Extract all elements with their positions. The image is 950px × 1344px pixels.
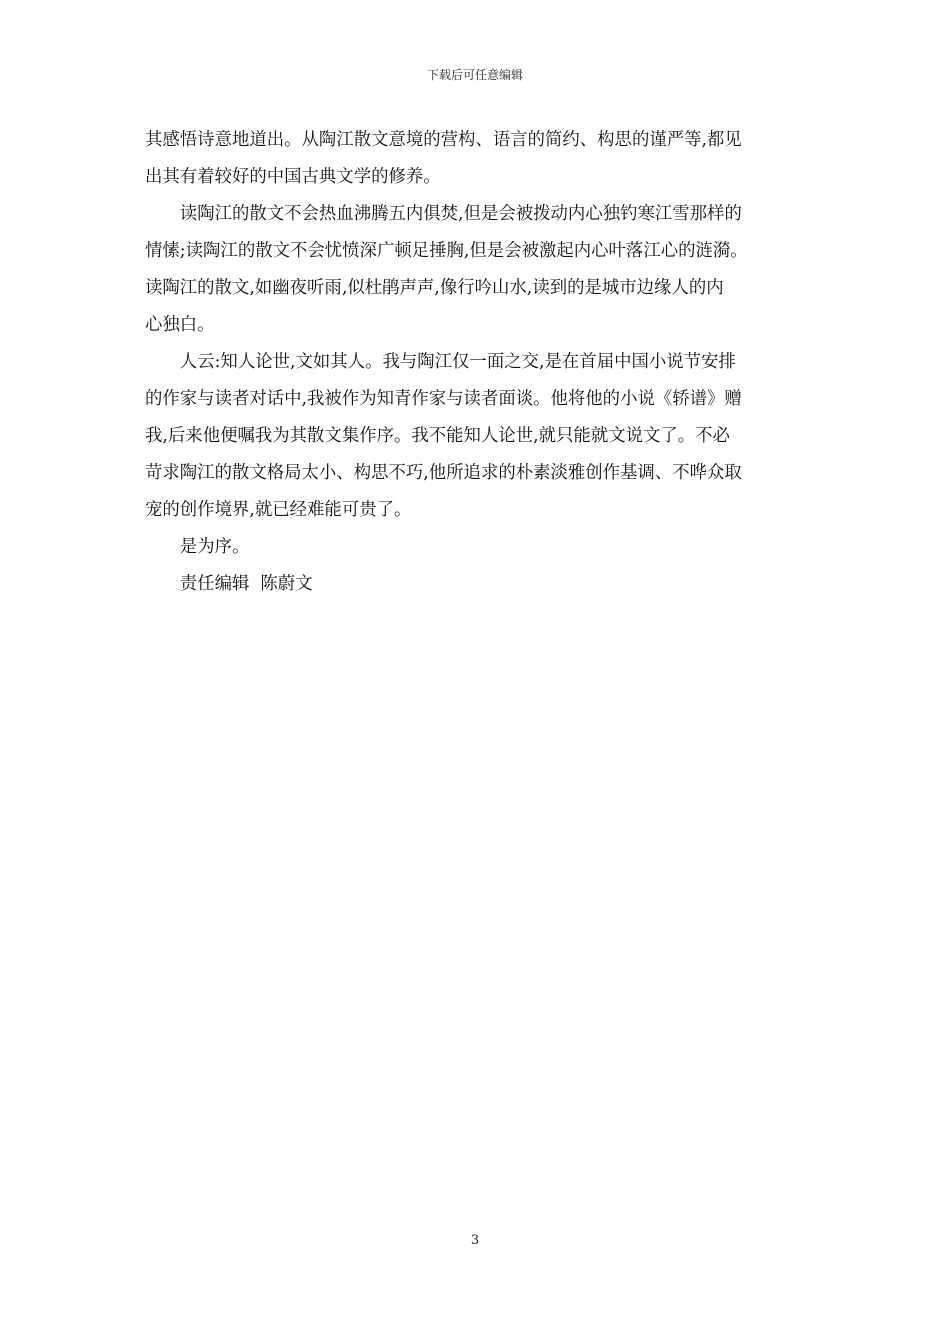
text-line: 人云:知人论世,文如其人。我与陶江仅一面之交,是在首届中国小说节安排 [179, 352, 736, 372]
text-line: 心独白。 [145, 315, 215, 335]
text-line: 苛求陶江的散文格局太小、构思不巧,他所追求的朴素淡雅创作基调、不哗众取 [145, 463, 742, 483]
paragraph-closing [145, 529, 811, 566]
text-line: 宠的创作境界,就已经难能可贵了。 [145, 500, 412, 520]
text-line: 责任编辑 陈蔚文 [179, 574, 313, 594]
text-line: 我,后来他便嘱我为其散文集作序。我不能知人论世,就只能就文说文了。不必 [145, 426, 730, 446]
paragraph [145, 344, 811, 529]
paragraph [145, 196, 811, 344]
body-text [145, 122, 811, 603]
page-header: 下载后可任意编辑 [426, 68, 523, 82]
text-line: 读陶江的散文,如幽夜听雨,似杜鹃声声,像行吟山水,读到的是城市边缘人的内 [145, 278, 724, 298]
text-line: 出其有着较好的中国古典文学的修养。 [145, 167, 441, 187]
page-number: 3 [470, 1233, 480, 1248]
text-line: 情愫;读陶江的散文不会忧愤深广顿足捶胸,但是会被激起内心叶落江心的涟漪。 [145, 241, 748, 261]
paragraph [145, 122, 811, 196]
text-line: 其感悟诗意地道出。从陶江散文意境的营构、语言的简约、构思的谨严等,都见 [145, 130, 742, 150]
text-line: 的作家与读者对话中,我被作为知青作家与读者面谈。他将他的小说《轿谱》赠 [145, 389, 742, 409]
text-line: 读陶江的散文不会热血沸腾五内俱焚,但是会被拨动内心独钓寒江雪那样的 [179, 204, 742, 224]
text-line: 是为序。 [179, 537, 250, 557]
editor-credit [145, 566, 811, 603]
